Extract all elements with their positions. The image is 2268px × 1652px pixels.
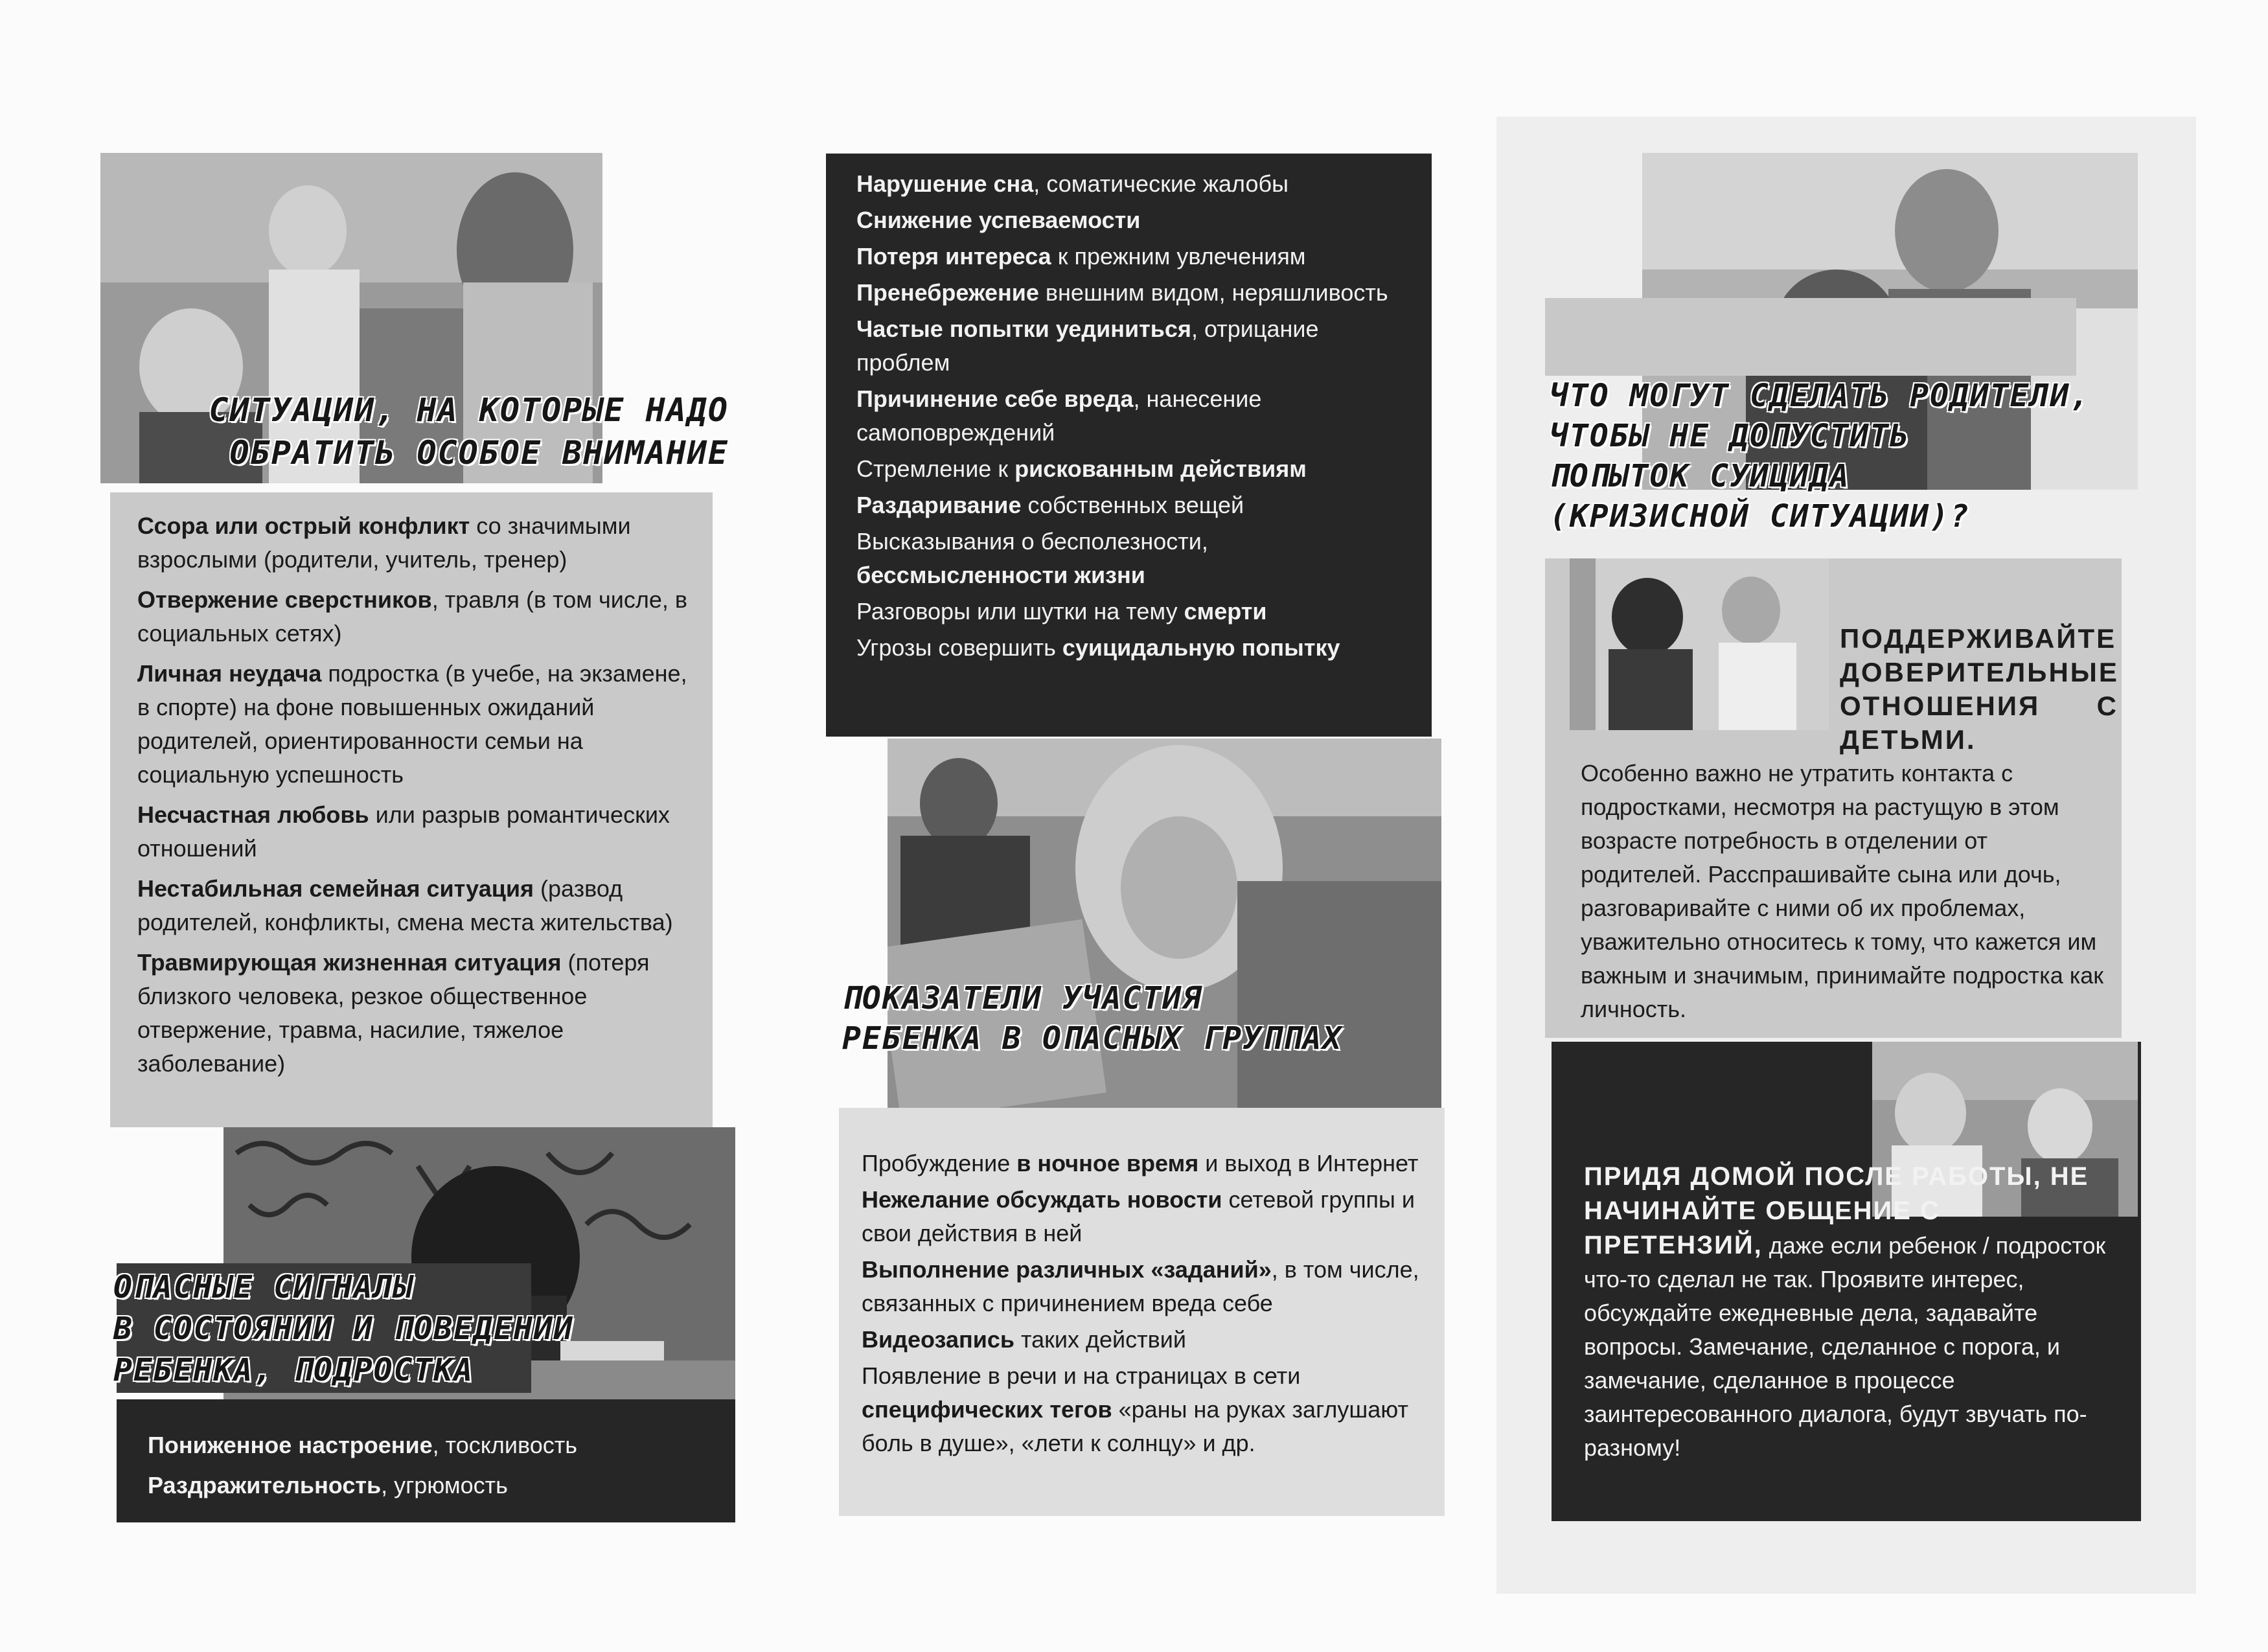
support-text [1581,622,2119,1026]
groups-heading: ПОКАЗАТЕЛИ УЧАСТИЯ РЕБЕНКА В ОПАСНЫХ ГРУППАХ [842,980,1343,1057]
home-title: ПРИДЯ ДОМОЙ ПОСЛЕ РАБОТЫ, НЕ НАЧИНАЙТЕ ОБЩЕНИЕ С ПРЕТЕНЗИЙ, [1584,1162,2089,1259]
support-title: ПОДДЕРЖИВАЙТЕ ДОВЕРИТЕЛЬНЫЕ ОТНОШЕНИЯ С ДЕТЬМИ. [1840,623,2119,755]
support-body: Особенно важно не утратить контакта с подростками, несмотря на растущую в этом возрасте потребность в отделении от родителей. Расспрашивайте сына или дочь, разговаривайте с ними об их проблемах, уважительно относитесь к тому, что кажется им важным и значимым, принимайте подростка как личность. [1581,760,2104,1022]
signal-item: Разговоры или шутки на тему смерти [856,598,1267,625]
signals-list [148,1428,718,1509]
signal-item: Высказывания о бесполезности, бессмысленности жизни [856,528,1208,588]
parents-heading-bg [1545,298,2076,376]
situation-item: Отвержение сверстников, травля (в том числе, в социальных сетях) [137,586,688,647]
situation-item: Несчастная любовь или разрыв романтических отношений [137,801,670,862]
signals-heading: ОПАСНЫЕ СИГНАЛЫ В СОСТОЯНИИ И ПОВЕДЕНИИ РЕБЕНКА, ПОДРОСТКА [113,1269,574,1388]
group-item: Появление в речи и на страницах в сети специфических тегов «раны на руках заглушают боль в душе», «лети к солнцу» и др. [862,1362,1409,1456]
signal-item: Снижение успеваемости [856,207,1141,233]
signals-continued-list [856,167,1414,667]
parents-heading: ЧТО МОГУТ СДЕЛАТЬ РОДИТЕЛИ, ЧТОБЫ НЕ ДОПУСТИТЬ ПОПЫТОК СУИЦИДА (КРИЗИСНОЙ СИТУАЦИИ)? [1550,378,2090,534]
signal-item: Пренебрежение внешним видом, неряшливость [856,279,1388,306]
signal-item: Причинение себе вреда, нанесение самоповреждений [856,385,1262,446]
situations-heading: СИТУАЦИИ, НА КОТОРЫЕ НАДО ОБРАТИТЬ ОСОБОЕ ВНИМАНИЕ [209,391,729,472]
situations-list [137,509,696,1087]
home-text [1584,1160,2122,1465]
group-item: Выполнение различных «заданий», в том числе, связанных с причинением вреда себе [862,1256,1419,1316]
signal-item: Угрозы совершить суицидальную попытку [856,634,1340,661]
groups-list [862,1147,1425,1463]
situation-item: Ссора или острый конфликт со значимыми взрослыми (родители, учитель, тренер) [137,512,631,573]
group-item: Пробуждение в ночное время и выход в Интернет [862,1150,1419,1176]
signal-item: Стремление к рискованным действиям [856,455,1307,482]
signal-item: Раздражительность, угрюмость [148,1472,508,1498]
signal-item: Раздаривание собственных вещей [856,492,1244,518]
group-item: Видеозапись таких действий [862,1326,1186,1353]
home-body: даже если ребенок / подросток что-то сделал не так. Проявите интерес, обсуждайте ежедневные дела, задавайте вопросы. Замечание, сделанное с порога, и замечание, сделанное в процессе заинтересованного диалога, будут звучать по-разному! [1584,1232,2106,1461]
group-item: Нежелание обсуждать новости сетевой группы и свои действия в ней [862,1186,1415,1246]
situation-item: Нестабильная семейная ситуация (развод родителей, конфликты, смена места жительства) [137,875,673,935]
signal-item: Пониженное настроение, тоскливость [148,1432,578,1458]
situation-item: Личная неудача подростка (в учебе, на экзамене, в спорте) на фоне повышенных ожиданий родителей, ориентированности семьи на социальную успешность [137,660,687,788]
signal-item: Нарушение сна, соматические жалобы [856,170,1289,197]
situation-item: Травмирующая жизненная ситуация (потеря близкого человека, резкое общественное отвержение, травма, насилие, тяжелое заболевание) [137,949,650,1077]
signal-item: Частые попытки уединиться, отрицание проблем [856,315,1319,376]
signal-item: Потеря интереса к прежним увлечениям [856,243,1306,270]
